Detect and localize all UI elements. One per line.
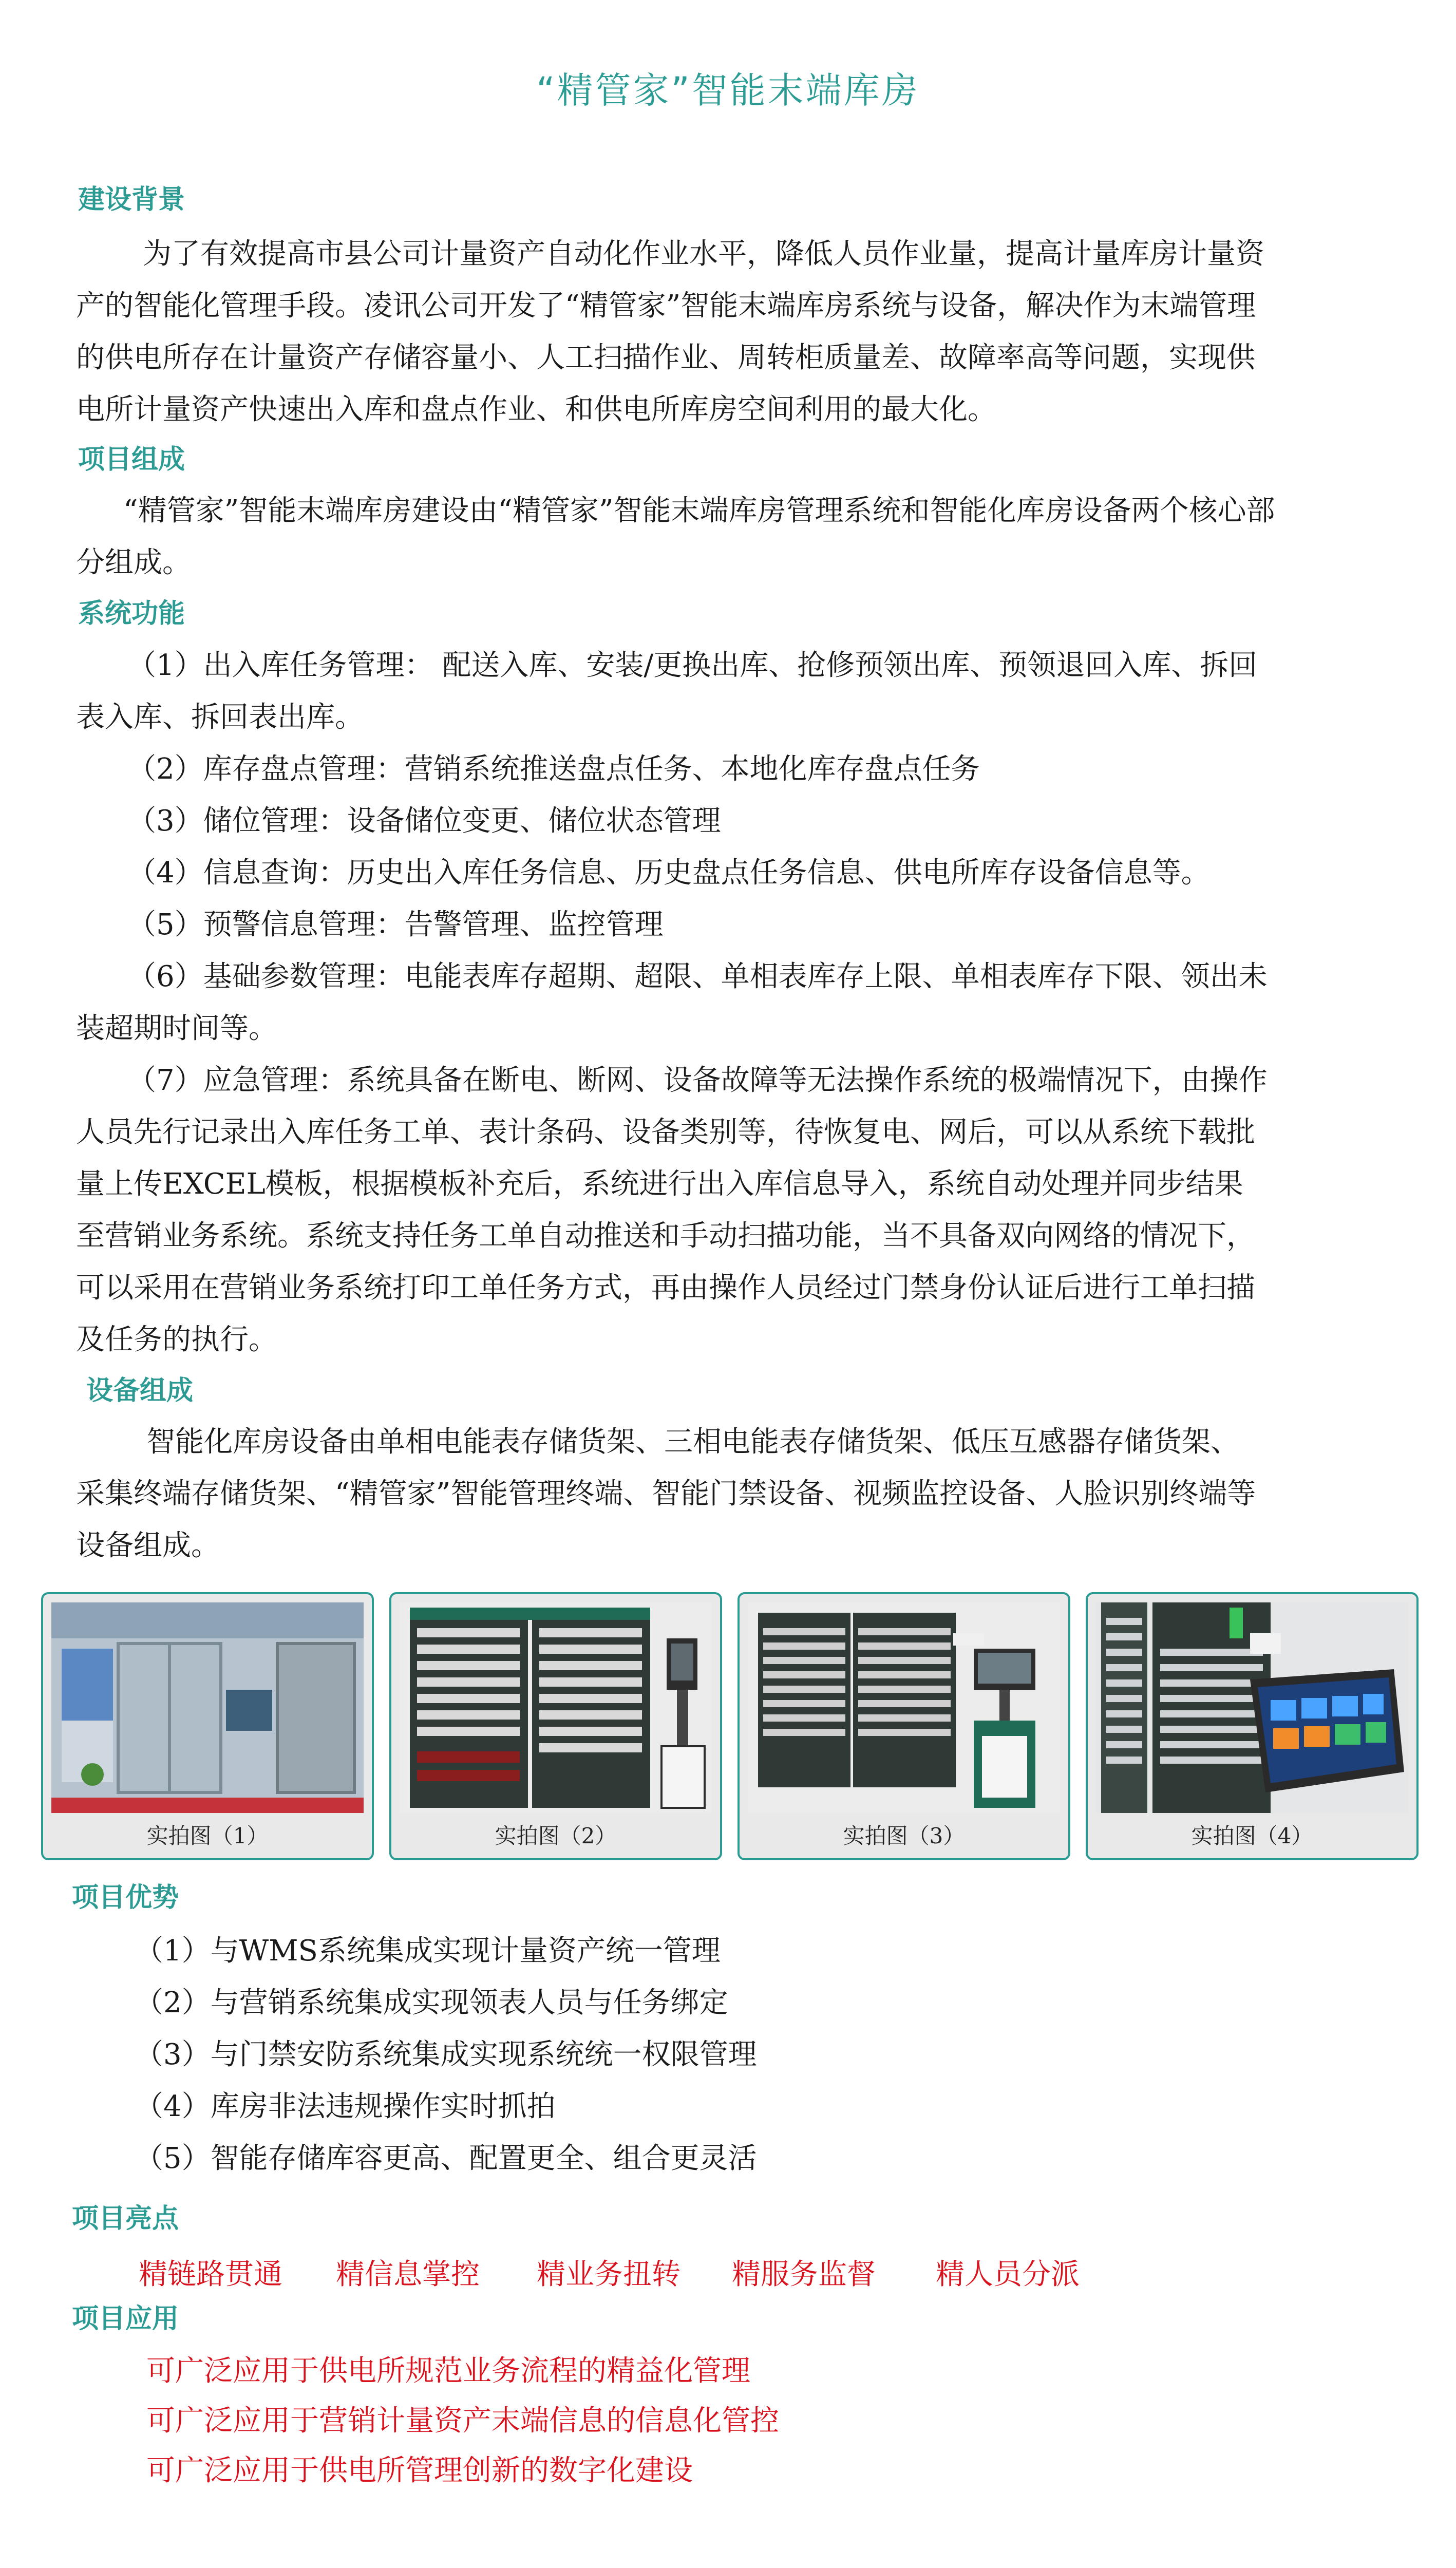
highlight-item-2: 精信息掌控 bbox=[336, 2258, 480, 2291]
section-heading-highlights: 项目亮点 bbox=[72, 2203, 179, 2234]
photo-1 bbox=[41, 1592, 374, 1860]
photo-3 bbox=[738, 1592, 1070, 1860]
composition-line-2: 分组成。 bbox=[76, 546, 191, 579]
composition-line-1: “精管家”智能末端库房建设由“精管家”智能末端库房管理系统和智能化库房设备两个核心部 bbox=[123, 494, 1275, 527]
page-title: “精管家”智能末端库房 bbox=[536, 69, 920, 111]
advantage-line-3: （3）与门禁安防系统集成实现系统统一权限管理 bbox=[135, 2038, 757, 2071]
background-line-3: 的供电所存在计量资产存储容量小、人工扫描作业、周转柜质量差、故障率高等问题，实现供 bbox=[76, 341, 1255, 374]
photo-4-caption: 实拍图（4） bbox=[1191, 1823, 1313, 1848]
application-line-3: 可广泛应用于供电所管理创新的数字化建设 bbox=[146, 2454, 693, 2487]
function-line-7: （6）基础参数管理：电能表库存超期、超限、单相表库存上限、单相表库存下限、领出未 bbox=[127, 960, 1268, 993]
function-line-13: 可以采用在营销业务系统打印工单任务方式，再由操作人员经过门禁身份认证后进行工单扫描 bbox=[76, 1271, 1255, 1305]
section-heading-background: 建设背景 bbox=[78, 184, 185, 215]
function-line-8: 装超期时间等。 bbox=[76, 1012, 277, 1045]
function-line-6: （5）预警信息管理：告警管理、监控管理 bbox=[127, 908, 664, 941]
highlight-item-3: 精业务扭转 bbox=[537, 2258, 680, 2291]
highlight-item-4: 精服务监督 bbox=[732, 2258, 876, 2291]
photo-2 bbox=[389, 1592, 722, 1860]
photo-1-caption: 实拍图（1） bbox=[146, 1823, 269, 1848]
section-heading-composition: 项目组成 bbox=[78, 444, 185, 475]
function-line-11: 量上传EXCEL模板，根据模板补充后，系统进行出入库信息导入，系统自动处理并同步结果 bbox=[76, 1167, 1243, 1201]
function-line-12: 至营销业务系统。系统支持任务工单自动推送和手动扫描功能，当不具备双向网络的情况下， bbox=[76, 1219, 1255, 1253]
section-heading-functions: 系统功能 bbox=[78, 598, 185, 629]
application-line-2: 可广泛应用于营销计量资产末端信息的信息化管控 bbox=[146, 2404, 779, 2438]
equipment-line-2: 采集终端存储货架、“精管家”智能管理终端、智能门禁设备、视频监控设备、人脸识别终端等 bbox=[76, 1477, 1256, 1510]
photo-1-image bbox=[51, 1602, 364, 1813]
section-heading-equipment: 设备组成 bbox=[86, 1375, 194, 1406]
section-heading-applications: 项目应用 bbox=[72, 2303, 179, 2334]
background-line-1: 为了有效提高市县公司计量资产自动化作业水平，降低人员作业量，提高计量库房计量资 bbox=[143, 237, 1264, 271]
photo-2-image bbox=[400, 1602, 712, 1813]
photo-3-caption: 实拍图（3） bbox=[843, 1823, 965, 1848]
section-heading-advantages: 项目优势 bbox=[72, 1882, 179, 1913]
function-line-2: 表入库、拆回表出库。 bbox=[76, 701, 364, 734]
photo-4 bbox=[1086, 1592, 1419, 1860]
highlight-item-1: 精链路贯通 bbox=[139, 2258, 282, 2291]
function-line-4: （3）储位管理：设备储位变更、储位状态管理 bbox=[127, 804, 721, 838]
highlight-item-5: 精人员分派 bbox=[936, 2258, 1080, 2291]
advantage-line-4: （4）库房非法违规操作实时抓拍 bbox=[135, 2090, 556, 2123]
advantage-line-2: （2）与营销系统集成实现领表人员与任务绑定 bbox=[135, 1986, 728, 2019]
advantage-line-5: （5）智能存储库容更高、配置更全、组合更灵活 bbox=[135, 2142, 757, 2175]
function-line-3: （2）库存盘点管理：营销系统推送盘点任务、本地化库存盘点任务 bbox=[127, 752, 980, 786]
equipment-line-1: 智能化库房设备由单相电能表存储货架、三相电能表存储货架、低压互感器存储货架、 bbox=[146, 1425, 1239, 1459]
photo-3-image bbox=[748, 1602, 1060, 1813]
advantage-line-1: （1）与WMS系统集成实现计量资产统一管理 bbox=[135, 1934, 721, 1968]
equipment-line-3: 设备组成。 bbox=[76, 1529, 220, 1562]
function-line-1: （1）出入库任务管理： 配送入库、安装/更换出库、抢修预领出库、预领退回入库、拆回 bbox=[127, 649, 1258, 682]
function-line-5: （4）信息查询：历史出入库任务信息、历史盘点任务信息、供电所库存设备信息等。 bbox=[127, 856, 1210, 890]
background-line-2: 产的智能化管理手段。凌讯公司开发了“精管家”智能末端库房系统与设备，解决作为末端管理 bbox=[76, 289, 1256, 323]
background-line-4: 电所计量资产快速出入库和盘点作业、和供电所库房空间利用的最大化。 bbox=[76, 393, 996, 426]
function-line-14: 及任务的执行。 bbox=[76, 1323, 277, 1356]
photo-4-image bbox=[1096, 1602, 1408, 1813]
function-line-10: 人员先行记录出入库任务工单、表计条码、设备类别等，待恢复电、网后，可以从系统下载批 bbox=[76, 1116, 1255, 1149]
photo-2-caption: 实拍图（2） bbox=[495, 1823, 617, 1848]
application-line-1: 可广泛应用于供电所规范业务流程的精益化管理 bbox=[146, 2354, 750, 2388]
function-line-9: （7）应急管理：系统具备在断电、断网、设备故障等无法操作系统的极端情况下，由操作 bbox=[127, 1064, 1268, 1097]
